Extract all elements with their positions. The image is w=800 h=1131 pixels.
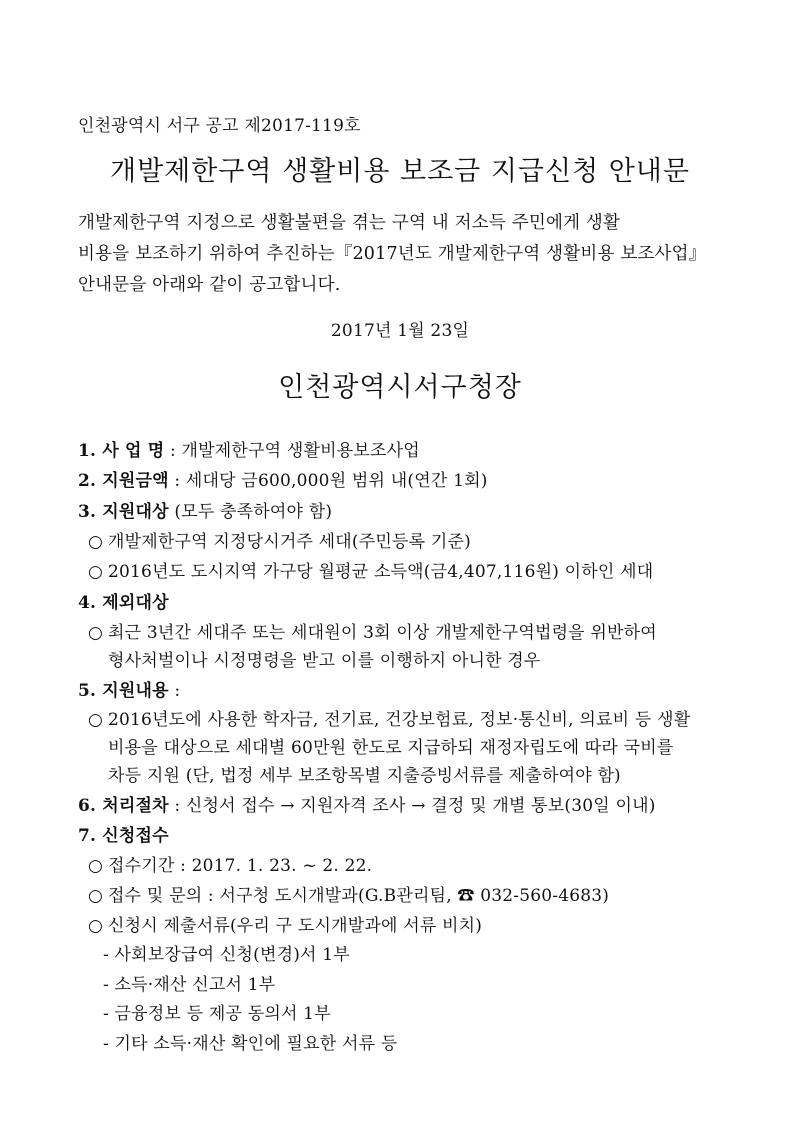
list-item-continuation: 비용을 대상으로 세대별 60만원 한도로 지급하되 재정자립도에 따라 국비를 [108,738,674,758]
section-support-content [78,680,180,702]
section-text: : 개발제한구역 생활비용보조사업 [164,441,420,461]
circle-bullet-icon: ○ [88,856,104,876]
circle-bullet-icon: ○ [88,710,104,730]
section-eligibility [78,501,332,523]
section-label: 5. 지원내용 [78,681,169,701]
list-item-continuation: 차등 지원 (단, 법정 세부 보조항목별 지출증빙서류를 제출하여야 함) [108,766,621,786]
document-list-item: - 금융정보 등 제공 동의서 1부 [103,1004,331,1024]
circle-bullet-icon: ○ [88,916,104,936]
document-list-item: - 사회보장급여 신청(변경)서 1부 [103,945,350,965]
issuer-name: 인천광역시서구청장 [278,372,522,403]
section-text: : 세대당 금600,000원 범위 내(연간 1회) [168,471,488,491]
list-item: ○ 접수 및 문의 : 서구청 도시개발과(G.B관리팀, ☎ 032-560-4683) [88,886,610,906]
section-application [78,825,169,847]
section-label: 7. 신청접수 [78,826,169,846]
list-item: ○ 2016년도 도시지역 가구당 월평균 소득액(금4,407,116원) 이하인 세대 [88,562,654,582]
list-item: ○ 개발제한구역 지정당시거주 세대(주민등록 기준) [88,532,471,552]
document-title: 개발제한구역 생활비용 보조금 지급신청 안내문 [110,156,690,187]
document-list-item: - 소득·재산 신고서 1부 [103,975,276,995]
circle-bullet-icon: ○ [88,562,104,582]
document-list-item: - 기타 소득·재산 확인에 필요한 서류 등 [103,1034,398,1054]
notice-number: 인천광역시 서구 공고 제2017-119호 [78,116,361,136]
section-process [78,795,656,817]
list-item-continuation: 형사처벌이나 시정명령을 받고 이를 이행하지 아니한 경우 [108,651,541,671]
intro-line-1: 개발제한구역 지정으로 생활불편을 겪는 구역 내 저소득 주민에게 생활 [78,213,621,233]
list-item: ○ 2016년도에 사용한 학자금, 전기료, 건강보험료, 정보·통신비, 의료비 등 생활 [88,710,691,730]
circle-bullet-icon: ○ [88,623,104,643]
notice-date: 2017년 1월 23일 [330,321,470,341]
intro-line-3: 안내문을 아래와 같이 공고합니다. [78,275,341,295]
circle-bullet-icon: ○ [88,886,104,906]
list-item: ○ 신청시 제출서류(우리 구 도시개발과에 서류 비치) [88,916,483,936]
section-text: (모두 충족하여야 함) [168,502,333,522]
section-label: 6. 처리절차 [78,796,169,816]
section-label: 2. 지원금액 [78,471,169,491]
section-label: 3. 지원대상 [78,502,169,522]
circle-bullet-icon: ○ [88,532,104,552]
section-exclusions [78,592,169,614]
section-text: : [168,681,181,701]
section-text: : 신청서 접수 → 지원자격 조사 → 결정 및 개별 통보(30일 이내) [168,796,656,816]
section-label: 4. 제외대상 [78,593,169,613]
list-item: ○ 접수기간 : 2017. 1. 23. ~ 2. 22. [88,856,373,876]
intro-line-2: 비용을 보조하기 위하여 추진하는『2017년도 개발제한구역 생활비용 보조사업』 [78,244,707,264]
list-item: ○ 최근 3년간 세대주 또는 세대원이 3회 이상 개발제한구역법령을 위반하여 [88,623,657,643]
section-label: 1. 사 업 명 [78,441,165,461]
section-support-amount [78,470,488,492]
section-project-name [78,440,420,462]
